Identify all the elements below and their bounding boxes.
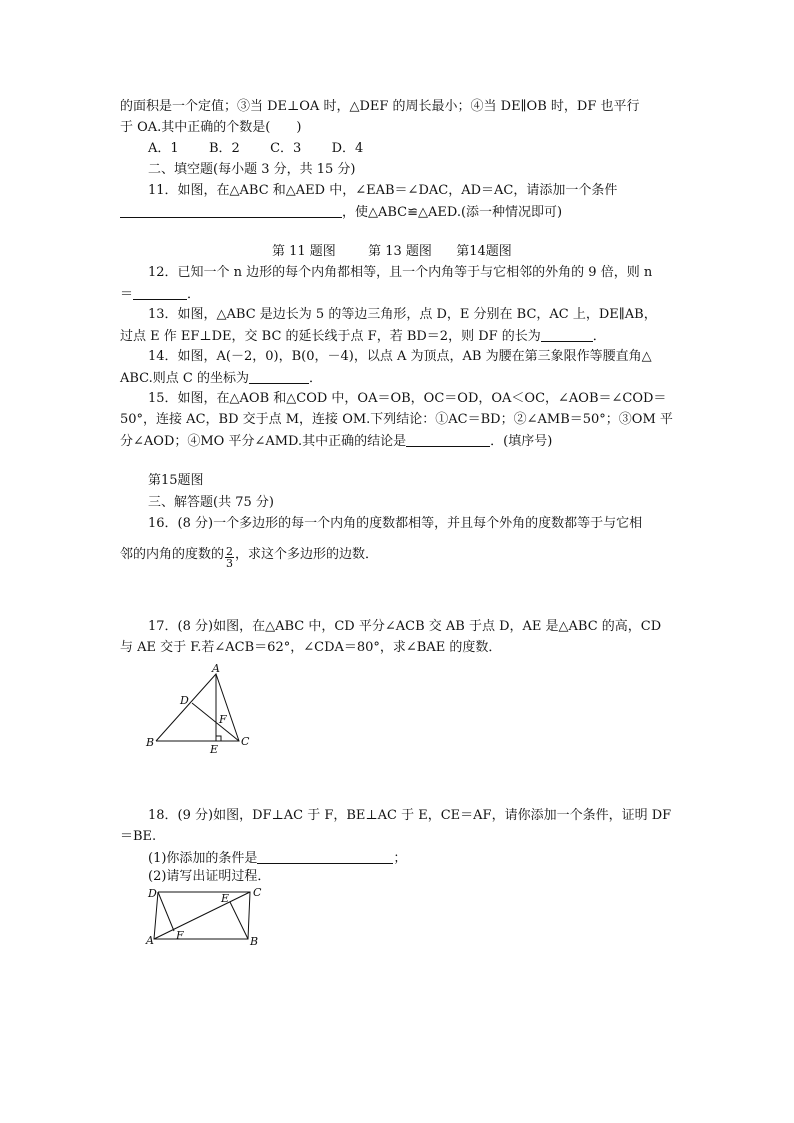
q16-frac-num: 2 <box>226 545 234 558</box>
q18-part1-wrap <box>148 849 406 868</box>
caption-q14: 第14题图 <box>456 244 512 259</box>
q16-line1: 16．(8 分)一个多边形的每一个内角的度数都相等，并且每个外角的度数都等于与它相 <box>148 516 643 531</box>
q16-line2 <box>120 546 378 569</box>
q15-line1: 15．如图，在△AOB 和△COD 中，OA＝OB，OC＝OD，OA＜OC，∠AOB＝∠COD＝ <box>148 391 667 406</box>
q18-label-e: E <box>221 892 230 905</box>
q18-diagonal-ac <box>154 892 250 939</box>
q18-line2: ＝BE. <box>120 829 157 844</box>
q17-line2: 与 AE 交于 F.若∠ACB＝62°，∠CDA＝80°，求∠BAE 的度数． <box>120 640 502 655</box>
section2-title: 二、填空题(每小题 3 分，共 15 分) <box>148 162 356 177</box>
q13-line2-wrap: 过点 E 作 EF⊥DE，交 BC 的延长线于点 F，若 BD＝2，则 DF 的长为 ． <box>120 329 606 344</box>
q17-figure <box>140 662 260 758</box>
q15-line2: 50°，连接 AC，BD 交于点 M，连接 OM.下列结论：①AC＝BD；②∠AMB＝50°；③OM 平 <box>120 412 673 427</box>
q18-segment-be <box>230 902 248 939</box>
q17-label-f: F <box>219 713 227 726</box>
q18-part2: (2)请写出证明过程． <box>148 869 271 884</box>
q18-label-c: C <box>253 886 262 899</box>
q14-line2-wrap: ABC.则点 C 的坐标为 ． <box>120 371 323 386</box>
q15-line3-wrap <box>120 432 552 451</box>
q12-prefix: ＝ <box>120 287 134 302</box>
q16-fraction <box>225 546 234 569</box>
q11-line1: 11．如图，在△ABC 和△AED 中，∠EAB＝∠DAC，AD＝AC，请添加一个条件 <box>148 183 618 198</box>
q18-label-a: A <box>146 934 154 947</box>
q15-line3-suffix: ．(填序号) <box>490 434 553 449</box>
q18-segment-df <box>158 892 174 931</box>
q11-answer-blank[interactable] <box>120 203 342 218</box>
caption-q13: 第 13 题图 <box>368 244 432 259</box>
q10-option-b: B．2 <box>208 141 240 156</box>
q10-option-c: C．3 <box>270 141 302 156</box>
q17-label-d: D <box>180 694 189 707</box>
q10-line1: 的面积是一个定值；③当 DE⊥OA 时，△DEF 的周长最小；④当 DE∥OB 时，DF 也平行 <box>120 99 640 114</box>
q17-label-b: B <box>146 736 155 749</box>
q18-label-b: B <box>250 935 259 948</box>
caption-q11: 第 11 题图 <box>272 244 336 259</box>
q18-part1: (1)你添加的条件是 <box>148 851 258 866</box>
q13-answer-blank[interactable] <box>541 327 593 342</box>
q13-line1: 13．如图，△ABC 是边长为 5 的等边三角形，点 D，E 分别在 BC，AC 上，DE∥AB， <box>148 307 657 322</box>
q18-figure <box>140 884 270 954</box>
q17-label-c: C <box>241 735 250 748</box>
q16-line2-suffix: ，求这个多边形的边数． <box>235 547 379 562</box>
q17-label-e: E <box>210 743 219 756</box>
q14-answer-blank[interactable] <box>249 369 309 384</box>
q17-right-angle-mark <box>216 736 221 741</box>
q10-options <box>148 140 363 158</box>
q10-option-a: A．1 <box>148 141 179 156</box>
q17-label-a: A <box>212 662 220 675</box>
q18-part1-suffix: ； <box>393 851 407 866</box>
q17-line1: 17．(8 分)如图，在△ABC 中，CD 平分∠ACB 交 AB 于点 D，AE 是△ABC 的高，CD <box>148 619 662 634</box>
q10-option-d: D．4 <box>331 141 364 156</box>
q11-line2 <box>120 203 562 222</box>
q15-line3: 分∠AOD；④MO 平分∠AMD.其中正确的结论是 <box>120 434 407 449</box>
q15-answer-blank[interactable] <box>406 432 490 447</box>
figure-captions <box>272 243 512 261</box>
q18-answer-blank[interactable] <box>257 849 393 864</box>
q12-line2: ＝ ． <box>120 287 201 302</box>
q15-caption: 第15题图 <box>148 473 204 488</box>
q14-line1: 14．如图，A(－2，0)，B(0，－4)，以点 A 为顶点，AB 为腰在第三象限作等腰直角△ <box>148 349 652 364</box>
q18-label-d: D <box>148 887 157 900</box>
q16-frac-den: 3 <box>226 557 234 570</box>
q13-line2: 过点 E 作 EF⊥DE，交 BC 的延长线于点 F，若 BD＝2，则 DF 的长为 <box>120 329 541 344</box>
q18-line1: 18．(9 分)如图，DF⊥AC 于 F，BE⊥AC 于 E，CE＝AF，请你添加一个条件，证明 DF <box>148 808 672 823</box>
q11-line2-text: ，使△ABC≌△AED.(添一种情况即可) <box>342 205 563 220</box>
q12-answer-blank[interactable] <box>133 285 187 300</box>
q16-line2-prefix: 邻的内角的度数的 <box>120 547 225 562</box>
section3-title: 三、解答题(共 75 分) <box>148 495 274 510</box>
q18-label-f: F <box>176 929 184 942</box>
q10-line2: 于 OA.其中正确的个数是( ) <box>120 120 302 135</box>
q14-line2: ABC.则点 C 的坐标为 <box>120 371 250 386</box>
q12-line1: 12．已知一个 n 边形的每个内角都相等，且一个内角等于与它相邻的外角的 9 倍，则 n <box>148 265 653 280</box>
